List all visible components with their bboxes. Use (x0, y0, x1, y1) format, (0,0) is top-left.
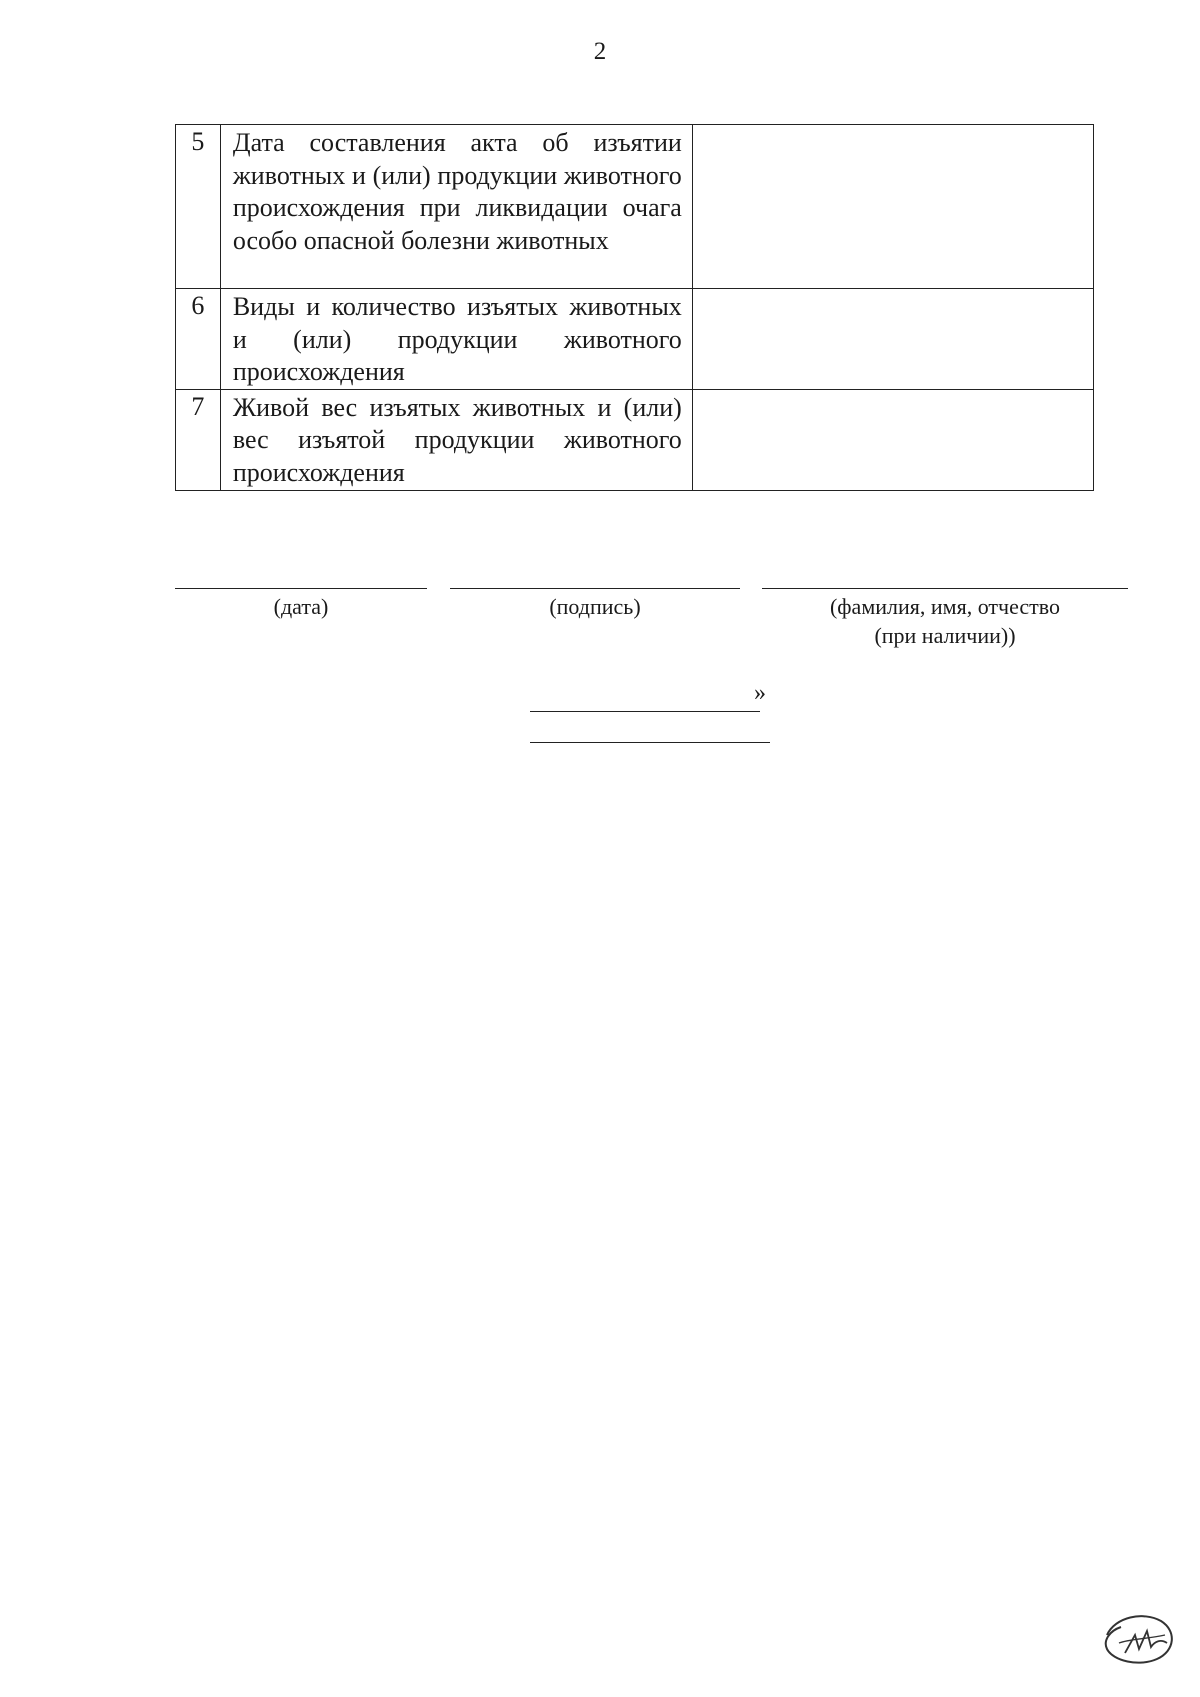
closing-date-field[interactable] (530, 686, 760, 712)
form-table (175, 124, 1094, 491)
initials-mark-icon (1095, 1605, 1185, 1675)
full-name-caption-line1: (фамилия, имя, отчество (829, 594, 1061, 619)
table-row (176, 289, 1094, 390)
page-number: 2 (593, 38, 607, 65)
table-row (176, 125, 1094, 289)
row-value-field[interactable] (692, 289, 1093, 390)
table-row (176, 389, 1094, 490)
row-value-field[interactable] (692, 125, 1093, 289)
date-caption: (дата) (273, 594, 329, 619)
closing-extra-line (530, 742, 770, 743)
row-description: Живой вес изъятых животных и (или) вес изъятой продукции животного происхождения (220, 389, 692, 490)
date-line[interactable] (175, 588, 427, 589)
row-description: Дата составления акта об изъятии животных и (или) продукции животного происхождения при ликвидации очага особо опасной болезни животных (220, 125, 692, 289)
row-value-field[interactable] (692, 389, 1093, 490)
signature-caption: (подпись) (549, 594, 641, 619)
closing-quote: » (754, 680, 766, 706)
row-number: 5 (176, 125, 221, 289)
row-number: 7 (176, 389, 221, 490)
full-name-caption-line2: (при наличии)) (874, 623, 1016, 648)
signature-line[interactable] (450, 588, 740, 589)
row-description: Виды и количество изъятых животных и (или) продукции животного происхождения (220, 289, 692, 390)
full-name-caption (762, 592, 1128, 650)
full-name-line[interactable] (762, 588, 1128, 589)
row-number: 6 (176, 289, 221, 390)
